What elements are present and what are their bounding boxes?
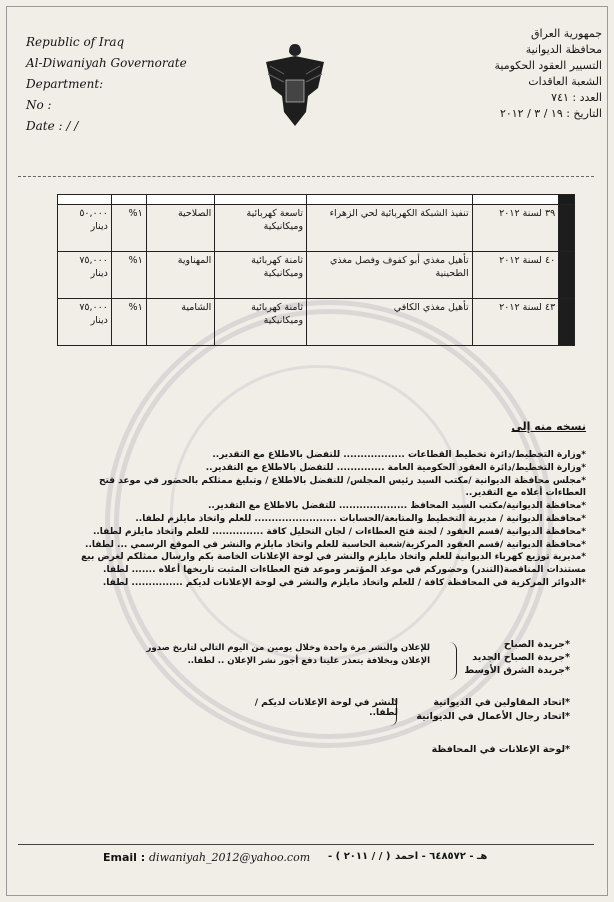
department-en: Department: [26,77,104,91]
section-ar: الشعبة العاقدات [528,75,602,88]
table-row [58,299,575,346]
copy-recipient: *الدوائر المركزية في المحافظة كافة / للعلم واتخاذ مايلزم والنشر في لوحة الإعلانات لديكم ............... لطفا. [102,577,586,588]
brace-icon [448,642,457,680]
header-cell [215,195,307,205]
header-cell [307,195,473,205]
footer-email [103,851,310,864]
row-marker [559,252,575,299]
tender-number: ٣٩ لسنة ٢٠١٢ [472,205,559,252]
board-item: *لوحة الإعلانات في المحافظة [431,744,570,755]
project-name: تأهيل مغذي أبو كفوف وفصل مغذي الطحينية [307,252,473,299]
tenders-table [57,194,575,346]
area-name: الشامية [146,299,215,346]
footer-date: - ( ٢٠١١ / / ) [328,851,391,862]
header-cell [58,195,112,205]
department-ar: التسيير العقود الحكومية [494,59,602,72]
area-name: المهناوية [146,252,215,299]
percentage: ١% [111,252,146,299]
footer-phone: هـ - ٦٤٨٥٧٢ - احمد [395,851,488,862]
newspapers-note: للإعلان والنشر مرة واحدة وخلال يومين من اليوم التالي لتاريخ صدور الإعلان وبخلافة يتعذر علينا دفع أجور نشر الإعلان .. لطفا.. [146,643,430,666]
copies-list [56,420,586,590]
copy-recipient: *محافظة الديوانية/مكتب السيد المحافظ .................... للتفضل بالاطلاع مع التقدير.. [207,501,586,512]
union-item: *اتحاد رجال الأعمال في الديوانية [416,711,570,722]
tender-number: ٤٠ لسنة ٢٠١٢ [472,252,559,299]
email-label: Email : [103,851,146,864]
copies-title: نسخه منه إلى [511,420,586,433]
eagle-emblem-icon [262,40,328,130]
date-en: Date : / / [26,119,79,133]
copy-recipient: *وزارة التخطيط/دائرة العقود الحكومية العامة .............. للتفضل بالاطلاع مع التقدير.. [205,462,586,473]
email-address: diwaniyah_2012@yahoo.com [149,851,311,864]
row-marker [559,205,575,252]
table-header-row [58,195,575,205]
project-name: تأهيل مغذي الكافي [307,299,473,346]
copy-recipient: *محافظة الديوانية /قسم العقود المركزية/شعبة الحاسبة للعلم واتخاذ مايلزم والنشر في الموقع الرسمي ... لطفا.. [85,539,586,550]
english-letterhead [26,32,187,137]
country-ar: جمهورية العراق [530,27,602,40]
fee-amount: ٧٥,٠٠٠ دينار [58,252,112,299]
tender-number: ٤٣ لسنة ٢٠١٢ [472,299,559,346]
newspaper-item: *جريدة الصباح الجديد [472,652,570,663]
fee-amount: ٧٥,٠٠٠ دينار [58,299,112,346]
copy-recipient: *مجلس محافظة الديوانية /مكتب السيد رئيس المجلس/ للتفضل بالاطلاع / وتبليغ ممثلكم بالحضور في موعد فتح [98,475,586,486]
number-en: No : [26,98,52,112]
copy-recipient: *محافظة الديوانية /قسم العقود / لجنة فتح العطاءات / لجان التحليل كافة ............... للعلم واتخاذ مايلزم لطفا.. [92,526,586,537]
project-name: تنفيذ الشبكة الكهربائية لحي الزهراء [307,205,473,252]
table-row [58,252,575,299]
newspaper-item: *جريدة الصباح [503,639,570,650]
country-en: Republic of Iraq [26,35,125,49]
area-name: الصلاحية [146,205,215,252]
header-cell [559,195,575,205]
copy-recipient: مستندات المناقصة(التندر) وحضوركم في موعد المؤتمر وموعد فتح العطاءات المثبت تاريخها أعلاه ....... لطفا. [103,565,586,576]
unions-list [400,696,570,724]
header-cell [146,195,215,205]
unions-note: للنشر في لوحة الإعلانات لديكم / لطفا.. [254,698,398,718]
newspaper-item: *جريدة الشرق الأوسط [464,665,570,676]
header-divider [18,176,594,177]
contractor-grade: ثامنة كهربائية وميكانيكية [215,299,307,346]
contractor-grade: تاسعة كهربائية وميكانيكية [215,205,307,252]
copy-recipient: العطاءات أعلاه مع التقدير.. [465,488,586,499]
copy-recipient: *وزارة التخطيط/دائرة تخطيط القطاعات .................. للتفضل بالاطلاع مع التقدير.. [212,450,586,460]
copy-recipient: *محافظة الديوانية / مديرية التخطيط والمتابعة/الحسابات ........................ للعلم واتخاذ مايلزم لطفا.. [135,513,586,524]
table-row [58,205,575,252]
governorate-en: Al-Diwaniyah Governorate [26,56,187,70]
header-cell [111,195,146,205]
governorate-ar: محافظة الديوانية [525,43,602,56]
number-ar: العدد : ٧٤١ [551,91,602,104]
date-ar: التاريخ : ١٩ / ٣ / ٢٠١٢ [499,107,602,120]
percentage: ١% [111,205,146,252]
percentage: ١% [111,299,146,346]
union-item: *اتحاد المقاولين في الديوانية [433,697,570,708]
arabic-letterhead [427,26,602,122]
contractor-grade: ثامنة كهربائية وميكانيكية [215,252,307,299]
footer-divider [18,844,594,845]
copy-recipient: *مديرية توزيع كهرباء الديوانية للعلم واتخاذ مايلزم والنشر في لوحة الإعلانات الخاصة بكم وارسال ممثلكم لغرض بيع [81,552,586,563]
fee-amount: ٥٠,٠٠٠ دينار [58,205,112,252]
row-marker [559,299,575,346]
header-cell [472,195,559,205]
